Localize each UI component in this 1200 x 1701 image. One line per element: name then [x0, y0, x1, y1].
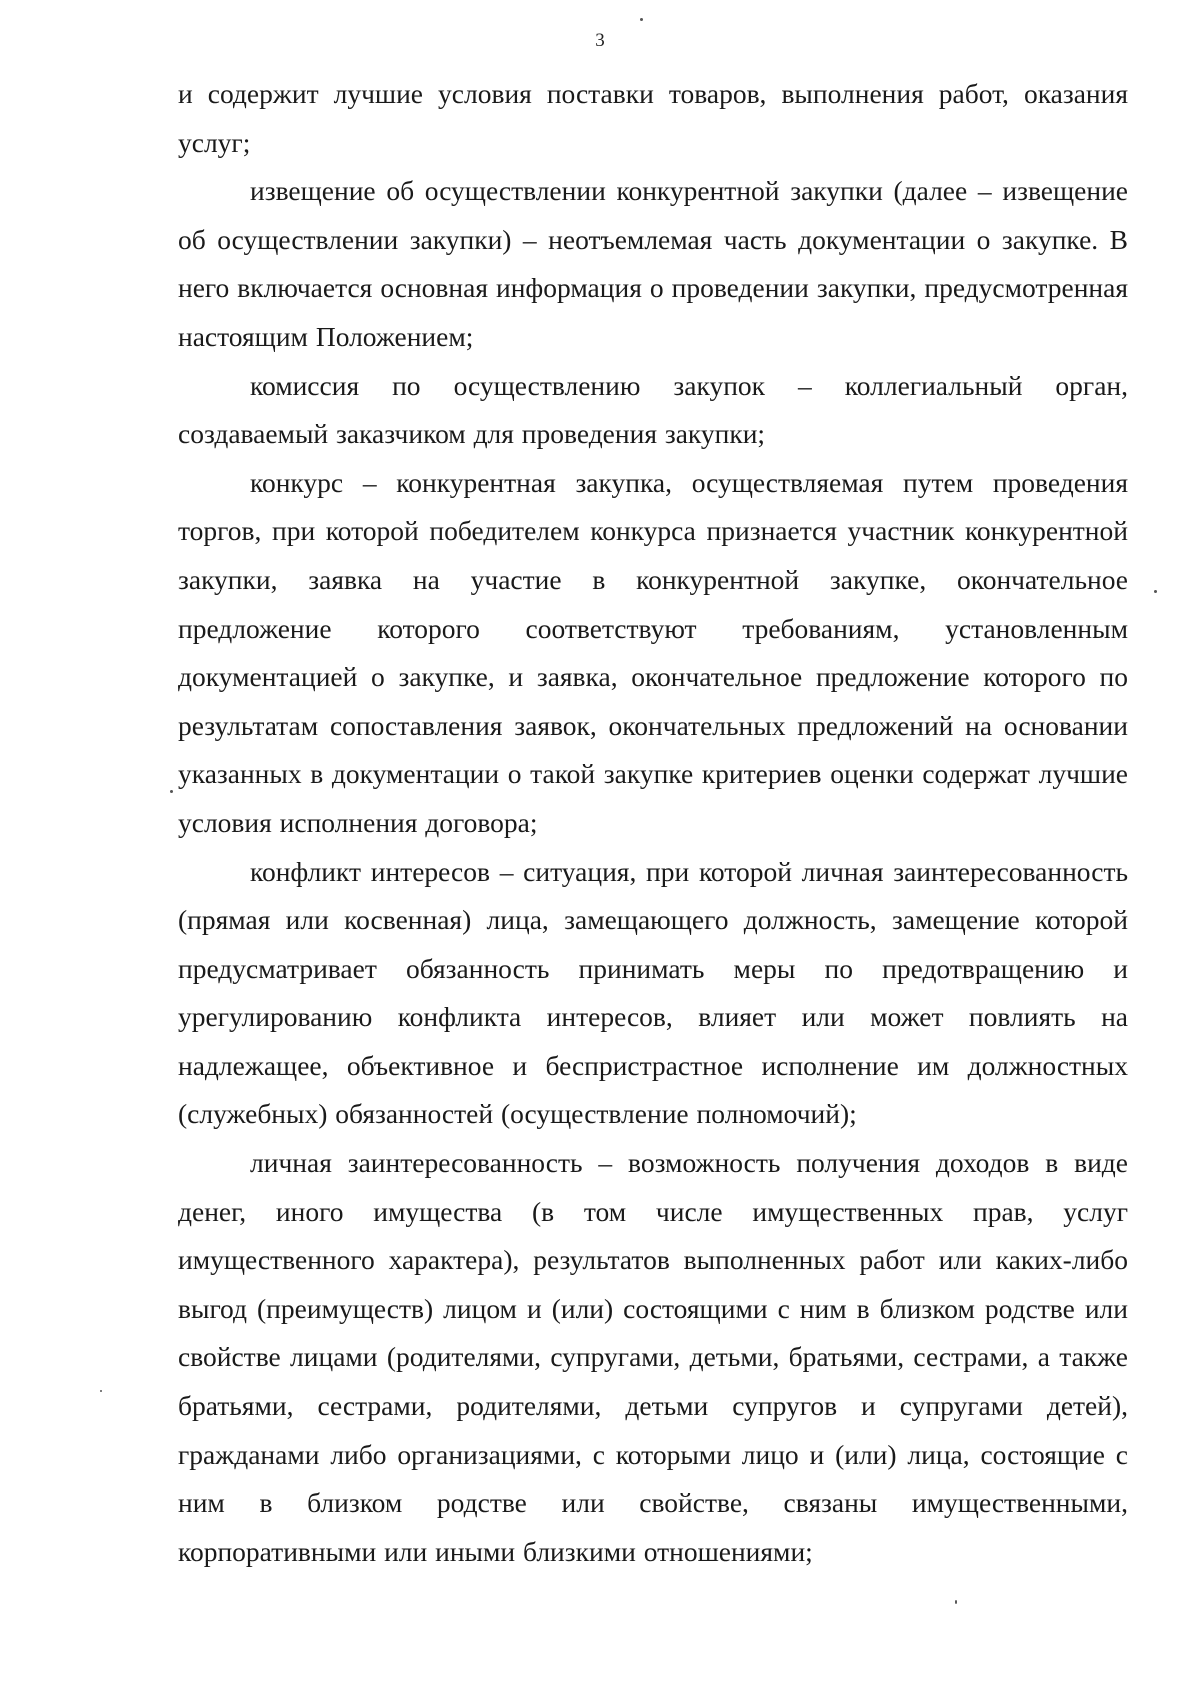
paragraph-definition-notice: извещение об осуществлении конкурентной закупки (далее – извещение об осуществлении закупки) – неотъемлемая часть документации о закупке. В него включается основная информация о проведении закупки, предусмотренная настоящим Положением; [178, 175, 1128, 352]
scan-speck [640, 18, 643, 21]
paragraph-definition-commission: комиссия по осуществлению закупок – коллегиальный орган, создаваемый заказчиком для проведения закупки; [178, 369, 1128, 450]
scan-speck [170, 790, 173, 793]
document-body [178, 70, 1128, 1576]
paragraph-definition-competition: конкурс – конкурентная закупка, осуществляемая путем проведения торгов, при которой победителем конкурса признается участник конкурентной закупки, заявка на участие в конкурентной закупке, окончательное предложение которого соответствуют требованиям, установленным документацией о закупке, и заявка, окончательное предложение которого по результатам сопоставления заявок, окончательных предложений на основании указанных в документации о такой закупке критериев оценки содержат лучшие условия исполнения договора; [178, 466, 1128, 838]
scan-speck [1154, 590, 1157, 593]
paragraph-definition-personal-interest: личная заинтересованность – возможность получения доходов в виде денег, иного имущества (в том числе имущественных прав, услуг имущественного характера), результатов выполненных работ или каких-либо выгод (преимуществ) лицом и (или) состоящими с ним в близком родстве или свойстве лицами (родителями, супругами, детьми, братьями, сестрами, а также братьями, сестрами, родителями, детьми супругов и супругами детей), гражданами либо организациями, с которыми лицо и (или) лица, состоящие с ним в близком родстве или свойстве, связаны имущественными, корпоративными или иными близкими отношениями; [178, 1147, 1128, 1567]
scan-speck [100, 1390, 102, 1392]
page-number: 3 [595, 30, 605, 51]
paragraph-definition-conflict-of-interest: конфликт интересов – ситуация, при которой личная заинтересованность (прямая или косвенная) лица, замещающего должность, замещение которой предусматривает обязанность принимать меры по предотвращению и урегулированию конфликта интересов, влияет или может повлиять на надлежащее, объективное и беспристрастное исполнение им должностных (служебных) обязанностей (осуществление полномочий); [178, 855, 1128, 1130]
scan-speck [955, 1600, 957, 1604]
paragraph-continuation: и содержит лучшие условия поставки товаров, выполнения работ, оказания услуг; [178, 78, 1128, 158]
